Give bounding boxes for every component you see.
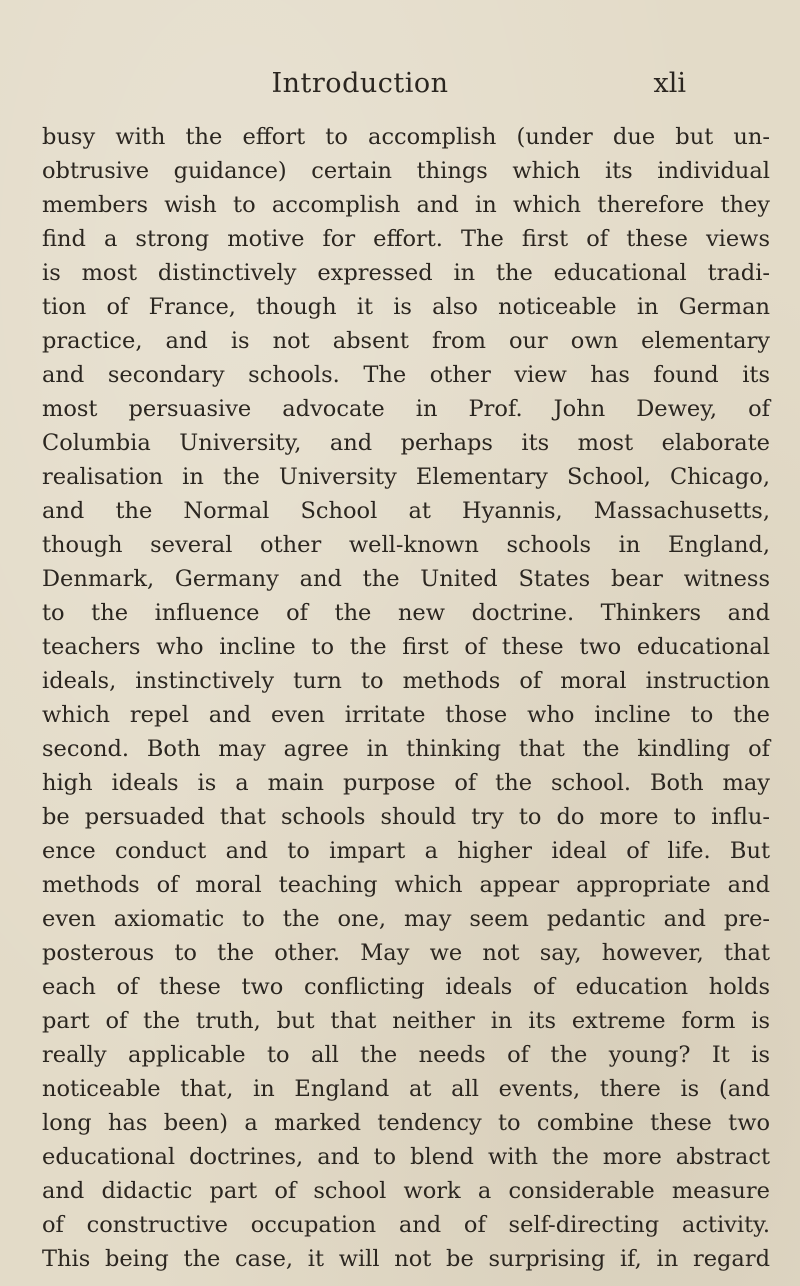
text-line: methods of moral teaching which appear appropriate and <box>42 872 770 898</box>
text-line: to the influence of the new doctrine. Thinkers and <box>42 600 770 626</box>
text-line: which repel and even irritate those who incline to the <box>42 702 770 728</box>
text-line: be persuaded that schools should try to do more to influ- <box>42 804 770 830</box>
text-line: practice, and is not absent from our own elementary <box>42 328 770 354</box>
text-line: though several other well-known schools in England, <box>42 532 770 558</box>
text-line: busy with the effort to accomplish (under due but un- <box>42 124 770 150</box>
text-line: noticeable that, in England at all events, there is (and <box>42 1076 770 1102</box>
text-line: high ideals is a main purpose of the school. Both may <box>42 770 770 796</box>
text-line: Denmark, Germany and the United States bear witness <box>42 566 770 592</box>
text-line: really applicable to all the needs of the young? It is <box>42 1042 770 1068</box>
text-line: obtrusive guidance) certain things which its individual <box>42 158 770 184</box>
text-line: each of these two conflicting ideals of education holds <box>42 974 770 1000</box>
page-number: xli <box>653 68 686 99</box>
text-line: part of the truth, but that neither in its extreme form is <box>42 1008 770 1034</box>
running-head <box>0 68 800 108</box>
text-line: find a strong motive for effort. The first of these views <box>42 226 770 252</box>
text-line: long has been) a marked tendency to combine these two <box>42 1110 770 1136</box>
text-line: realisation in the University Elementary School, Chicago, <box>42 464 770 490</box>
text-line: ideals, instinctively turn to methods of moral instruction <box>42 668 770 694</box>
text-line: educational doctrines, and to blend with the more abstract <box>42 1144 770 1170</box>
text-line: and secondary schools. The other view has found its <box>42 362 770 388</box>
text-line: most persuasive advocate in Prof. John Dewey, of <box>42 396 770 422</box>
text-line: This being the case, it will not be surprising if, in regard <box>42 1246 770 1272</box>
text-line: tion of France, though it is also noticeable in German <box>42 294 770 320</box>
text-line: is most distinctively expressed in the educational tradi- <box>42 260 770 286</box>
text-line: second. Both may agree in thinking that the kindling of <box>42 736 770 762</box>
text-line: of constructive occupation and of self-directing activity. <box>42 1212 770 1238</box>
running-title: Introduction <box>271 68 449 99</box>
text-line: posterous to the other. May we not say, however, that <box>42 940 770 966</box>
text-line: teachers who incline to the first of these two educational <box>42 634 770 660</box>
body-text <box>42 120 770 1276</box>
text-line: and didactic part of school work a considerable measure <box>42 1178 770 1204</box>
text-line: Columbia University, and perhaps its most elaborate <box>42 430 770 456</box>
text-line: ence conduct and to impart a higher ideal of life. But <box>42 838 770 864</box>
text-line: members wish to accomplish and in which therefore they <box>42 192 770 218</box>
text-line: and the Normal School at Hyannis, Massachusetts, <box>42 498 770 524</box>
text-line: even axiomatic to the one, may seem pedantic and pre- <box>42 906 770 932</box>
